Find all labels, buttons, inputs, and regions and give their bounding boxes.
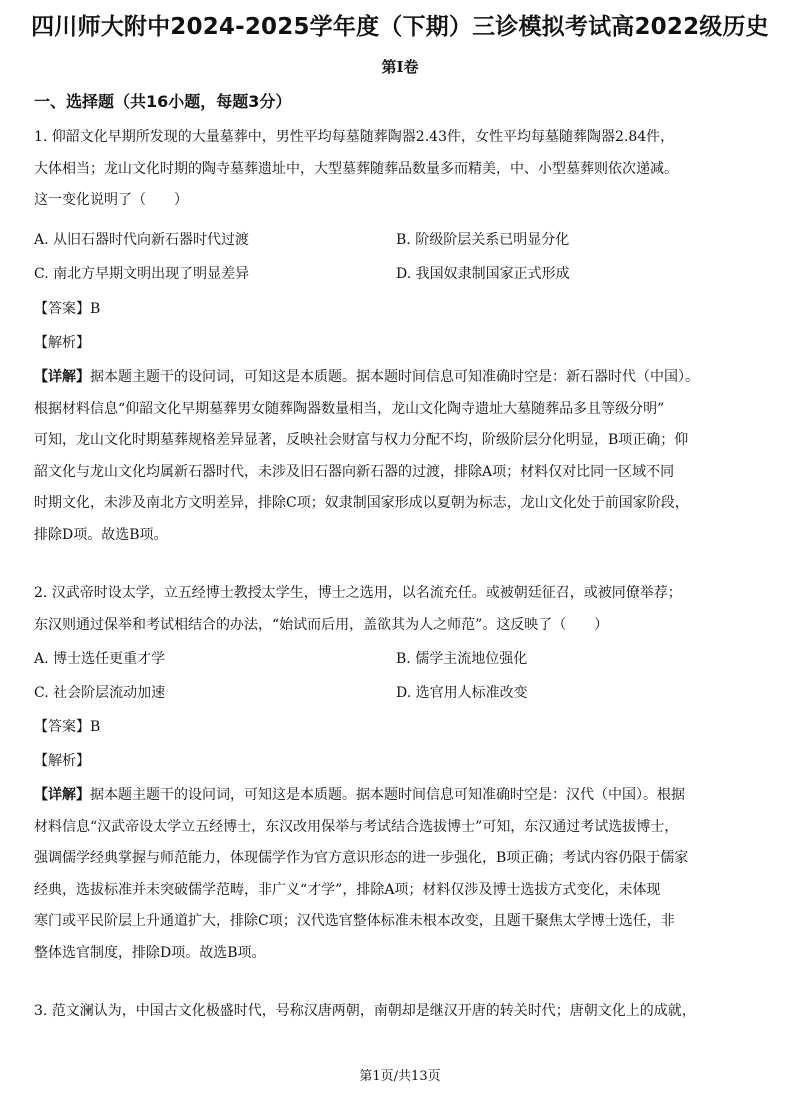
question-2-analysis-label: 【解析】: [34, 753, 90, 769]
detail-line: 可知，龙山文化时期墓葬规格差异显著，反映社会财富与权力分配不均，阶级阶层分化明显，B项正确；仰: [34, 432, 689, 448]
detail-line: 排除D项。故选B项。: [34, 526, 168, 543]
exam-title: 四川师大附中2024-2025学年度（下期）三诊模拟考试高2022级历史: [31, 14, 769, 40]
detail-line: 材料信息“汉武帝设太学立五经博士，东汉改用保举与考试结合选拔博士”可知，东汉通过考试选拔博士，: [34, 818, 679, 835]
section-heading: 一、选择题（共16小题，每题3分）: [34, 92, 292, 111]
page-footer: 第1页/共13页: [359, 1069, 441, 1084]
answer-value: B: [90, 301, 101, 317]
detail-line: 经典，选拔标准并未突破儒学范畴，非广义“才学”，排除A项；材料仅涉及博士选拔方式变化，未体现: [34, 881, 661, 898]
option-b: B. 儒学主流地位强化: [396, 651, 528, 667]
question-2-detail: [34, 780, 769, 969]
option-a: A. 博士选任更重才学: [34, 651, 166, 667]
option-d: D. 我国奴隶制国家正式形成: [396, 266, 570, 282]
answer-value: B: [90, 719, 101, 735]
stem-line: 1. 仰韶文化早期所发现的大量墓葬中，男性平均每墓随葬陶器2.43件，女性平均每墓随葬陶器2.84件，: [34, 129, 675, 145]
option-b: B. 阶级阶层关系已明显分化: [396, 232, 570, 248]
detail-line: [34, 362, 769, 394]
stem-line: 大体相当；龙山文化时期的陶寺墓葬遗址中，大型墓葬随葬品数量多而精美，中、小型墓葬则依次递减。: [34, 160, 678, 177]
volume-label: 第Ⅰ卷: [381, 58, 419, 76]
question-2-answer: [34, 716, 100, 738]
answer-label: 【答案】: [34, 719, 90, 735]
stem-line: 东汉则通过保举和考试相结合的办法，“始试而后用，盖欲其为人之师范”。这反映了（ ）: [34, 616, 609, 633]
detail-line: 整体选官制度，排除D项。故选B项。: [34, 944, 266, 961]
detail-line: 寒门或平民阶层上升通道扩大，排除C项；汉代选官整体标准未根本改变，且题干聚焦太学博士选任，非: [34, 913, 675, 929]
detail-text: 据本题主题干的设问词，可知这是本质题。据本题时间信息可知准确时空是：汉代（中国）。根据: [90, 787, 685, 803]
option-a: A. 从旧石器时代向新石器时代过渡: [34, 232, 250, 248]
detail-line: [34, 780, 769, 812]
question-1-answer: [34, 298, 100, 320]
option-d: D. 选官用人标准改变: [396, 685, 528, 701]
stem-line: 3. 范文澜认为，中国古文化极盛时代，号称汉唐两朝，南朝却是继汉开唐的转关时代；唐朝文化上的成就，: [34, 1003, 696, 1019]
question-1-stem: [34, 122, 769, 217]
detail-text: 据本题主题干的设问词，可知这是本质题。据本题时间信息可知准确时空是：新石器时代（中国）。: [90, 369, 699, 385]
option-c: C. 南北方早期文明出现了明显差异: [34, 266, 250, 282]
option-c: C. 社会阶层流动加速: [34, 685, 166, 701]
detail-line: 韶文化与龙山文化均属新石器时代，未涉及旧石器向新石器的过渡，排除A项；材料仅对比同一区域不同: [34, 463, 675, 480]
question-2-stem: [34, 578, 769, 641]
detail-label: 【详解】: [34, 369, 90, 385]
detail-line: 强调儒学经典掌握与师范能力，体现儒学作为官方意识形态的进一步强化，B项正确；考试内容仍限于儒家: [34, 850, 689, 866]
detail-line: 根据材料信息“仰韶文化早期墓葬男女随葬陶器数量相当，龙山文化陶寺遗址大墓随葬品多且等级分明”: [34, 400, 665, 417]
question-2-options: [34, 642, 769, 710]
detail-line: 时期文化，未涉及南北方文明差异，排除C项；奴隶制国家形成以夏朝为标志，龙山文化处于前国家阶段，: [34, 495, 689, 511]
stem-line: 2. 汉武帝时设太学，立五经博士教授太学生，博士之选用，以名流充任。或被朝廷征召，或被同僚举荐；: [34, 585, 682, 601]
stem-line: 这一变化说明了（ ）: [34, 192, 188, 208]
question-1-analysis-label: 【解析】: [34, 335, 90, 351]
question-1-options: [34, 223, 769, 291]
question-3-stem: [34, 996, 769, 1028]
answer-label: 【答案】: [34, 301, 90, 317]
detail-label: 【详解】: [34, 787, 90, 803]
question-1-detail: [34, 362, 769, 551]
